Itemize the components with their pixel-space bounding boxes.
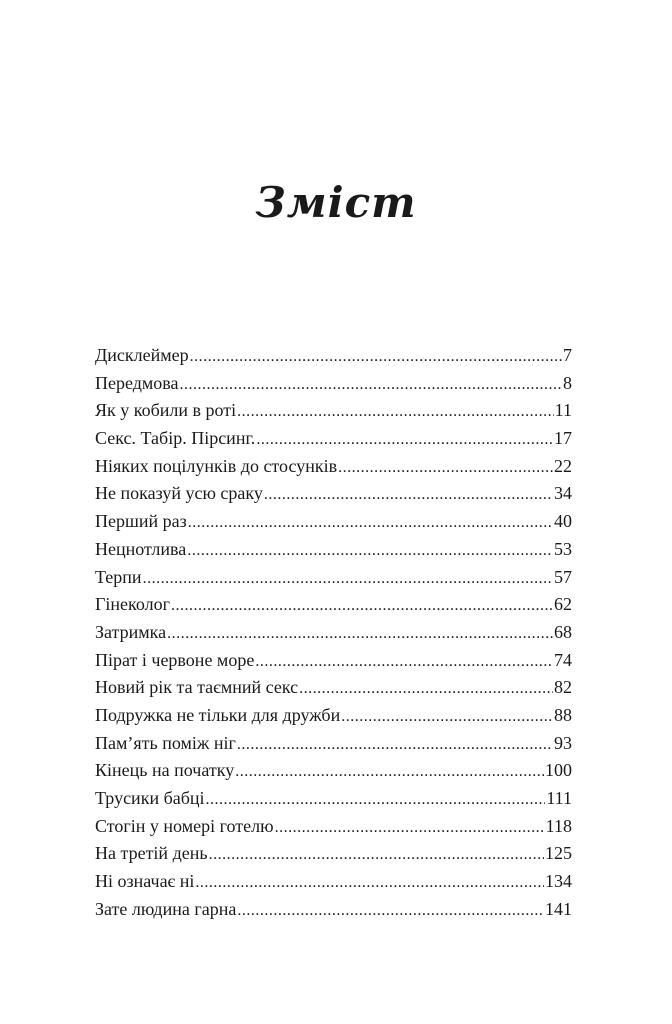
toc-entry-page: 100 — [545, 760, 572, 781]
toc-entry-page: 141 — [545, 898, 572, 919]
toc-dot-leader — [237, 897, 544, 925]
toc-entry-page: 62 — [554, 594, 572, 615]
toc-entry-page: 53 — [554, 538, 572, 559]
toc-dot-leader — [180, 371, 562, 399]
toc-dot-leader — [338, 454, 553, 482]
toc-entry[interactable] — [95, 730, 572, 758]
toc-entry[interactable] — [95, 785, 572, 813]
toc-dot-leader — [190, 343, 562, 371]
toc-entry-page: 68 — [554, 621, 572, 642]
toc-entry-page: 82 — [554, 677, 572, 698]
toc-entry[interactable] — [95, 896, 572, 924]
toc-entry[interactable] — [95, 647, 572, 675]
toc-entry-title: Ніяких поцілунків до стосунків — [95, 455, 338, 476]
toc-entry-page: 17 — [554, 428, 572, 449]
toc-entry-page: 57 — [554, 566, 572, 587]
toc-entry[interactable] — [95, 702, 572, 730]
table-of-contents — [95, 342, 572, 923]
toc-entry-title: Перший раз — [95, 511, 187, 532]
page-title: Зміст — [255, 178, 417, 227]
toc-dot-leader — [235, 758, 544, 786]
toc-entry-title: Гінеколог — [95, 594, 170, 615]
toc-entry-title: Пірат і червоне море — [95, 649, 255, 670]
toc-dot-leader — [206, 786, 546, 814]
toc-entry[interactable] — [95, 480, 572, 508]
toc-dot-leader — [255, 648, 553, 676]
toc-dot-leader — [299, 675, 553, 703]
toc-entry-page: 93 — [554, 732, 572, 753]
toc-entry-title: Стогін у номері готелю — [95, 815, 274, 836]
toc-entry-page: 88 — [554, 704, 572, 725]
toc-entry-page: 74 — [554, 649, 572, 670]
toc-entry-page: 8 — [563, 372, 572, 393]
toc-entry[interactable] — [95, 425, 572, 453]
toc-dot-leader — [171, 592, 553, 620]
toc-entry[interactable] — [95, 536, 572, 564]
toc-dot-leader — [209, 841, 544, 869]
toc-entry-title: Трусики бабці — [95, 788, 205, 808]
toc-entry[interactable] — [95, 757, 572, 785]
toc-entry-title: На третій день — [95, 843, 208, 864]
toc-dot-leader — [187, 537, 553, 565]
toc-entry-title: Дисклеймер — [95, 345, 189, 365]
toc-entry-title: Затримка — [95, 621, 167, 642]
toc-entry-title: Подружка не тільки для дружби — [95, 704, 341, 725]
toc-dot-leader — [275, 814, 545, 842]
toc-entry[interactable] — [95, 674, 572, 702]
toc-dot-leader — [195, 869, 544, 897]
toc-entry-title: Не показуй усю сраку — [95, 483, 263, 504]
toc-dot-leader — [167, 620, 553, 648]
toc-entry-title: Пам’ять поміж ніг — [95, 732, 236, 753]
toc-entry[interactable] — [95, 508, 572, 536]
toc-entry-page: 134 — [545, 871, 572, 892]
toc-entry[interactable] — [95, 619, 572, 647]
toc-dot-leader — [256, 426, 553, 454]
toc-entry-title: Як у кобили в роті — [95, 400, 237, 421]
toc-entry-title: Терпи — [95, 566, 142, 587]
toc-entry-page: 11 — [554, 400, 572, 421]
toc-entry-page: 34 — [554, 483, 572, 504]
toc-entry-page: 118 — [545, 815, 572, 836]
toc-entry[interactable] — [95, 370, 572, 398]
toc-entry[interactable] — [95, 453, 572, 481]
toc-entry-title: Кінець на початку — [95, 760, 235, 781]
toc-entry[interactable] — [95, 342, 572, 370]
toc-entry-page: 22 — [554, 455, 572, 476]
toc-dot-leader — [264, 481, 553, 509]
toc-entry-page: 111 — [546, 788, 572, 808]
toc-dot-leader — [143, 565, 553, 593]
toc-entry-title: Новий рік та таємний секс — [95, 677, 299, 698]
toc-entry-page: 7 — [563, 345, 572, 365]
toc-entry[interactable] — [95, 397, 572, 425]
toc-entry[interactable] — [95, 840, 572, 868]
toc-entry[interactable] — [95, 868, 572, 896]
toc-dot-leader — [188, 509, 553, 537]
toc-dot-leader — [237, 398, 554, 426]
toc-entry-page: 125 — [545, 843, 572, 864]
toc-entry[interactable] — [95, 591, 572, 619]
toc-entry[interactable] — [95, 813, 572, 841]
toc-dot-leader — [237, 731, 553, 759]
toc-entry-title: Нецнотлива — [95, 538, 187, 559]
toc-entry[interactable] — [95, 564, 572, 592]
toc-dot-leader — [341, 703, 553, 731]
toc-entry-title: Секс. Табір. Пірсинг. — [95, 428, 256, 449]
toc-entry-title: Зате людина гарна — [95, 898, 237, 919]
toc-entry-title: Передмова — [95, 372, 179, 393]
toc-entry-page: 40 — [554, 511, 572, 532]
toc-entry-title: Ні означає ні — [95, 871, 195, 892]
